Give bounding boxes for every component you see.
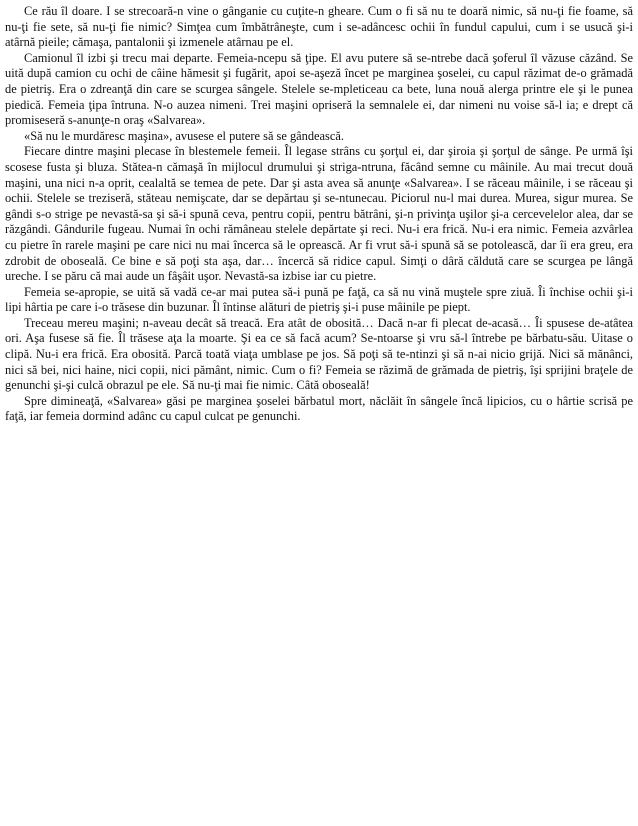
paragraph: Treceau mereu maşini; n-aveau decât să treacă. Era atât de obosită… Dacă n-ar fi plecat de-acasă… Îi spusese de-atâtea ori. Aşa fusese să fie. Îl trăsese aţa la moarte. Şi ea ce să facă acum? Se-ntoarse şi vru să-l întrebe pe bărbatu-său. Uitase o clipă. Nu-i era frică. Era obosită. Parcă toată viaţa umblase pe jos. Să poţi să te-ntinzi şi să n-ai nicio grijă. Nici să mănânci, nici să bei, nici haine, nici copii, nici pământ, nimic. Cum o fi? Femeia se răzimă de grămada de pietriş, îşi sprijini braţele de genunchi şi-şi culcă obrazul pe ele. Să nu-ţi mai fie nimic. Câtă oboseală! bbox=[5, 315, 633, 393]
paragraph: Camionul îl izbi şi trecu mai departe. Femeia-ncepu să ţipe. El avu putere să se-ntrebe dacă şoferul îl văzuse căzând. Se uită după camion cu ochi de câine hămesit şi fugărit, apoi se-aşeză încet pe marginea şoselei, cu capul răzimat de-o grămadă de pietriş. Era o zdreanţă din care se scurgea sângele. Stelele se-mpleticeau ca bete, luna nouă alerga printre ele şi le punea piedică. Femeia ţipa întruna. N-o auzea nimeni. Trei maşini opriseră la semnalele ei, dar nimeni nu voise să-l ia; e drept că promiseseră s-anunţe-n oraş «Salvarea». bbox=[5, 50, 633, 128]
paragraph: Spre dimineaţă, «Salvarea» găsi pe marginea şoselei bărbatul mort, năclăit în sângele încă lipicios, cu o hârtie scrisă pe faţă, iar femeia dormind adânc cu capul culcat pe genunchi. bbox=[5, 393, 633, 424]
paragraph: Fiecare dintre maşini plecase în blestemele femeii. Îl legase strâns cu şorţul ei, dar şiroia şi şorţul de sânge. Pe urmă îşi scosese fusta şi bluza. Stătea-n cămaşă în mijlocul drumului şi striga-ntruna, făcând semne cu mâinile. Au mai trecut două maşini, una nici n-a oprit, cealaltă se temea de pete. Dar şi asta avea să anunţe «Salvarea». I se răceau mâinile, i se răceau şi ochii. Stelele se treziseră, stăteau nemişcate, dar se depărtau şi se-ntunecau. Piciorul nu-l mai durea. Murea, sigur murea. Se gândi s-o strige pe nevastă-sa şi să-i spună ceva, pentru copii, pentru bătrâni, şi-n privinţa uşilor şi-a cercevelelor alea, dar se răzgândi. Gândurile fugeau. Numai în ochi rămâneau stelele depărtate şi reci. Nu-i era frică. Nu-i era nimic. Femeia azvârlea cu pietre în rarele maşini pe care nici nu mai încerca să le oprească. Ar fi vrut să-i spună să se potolească, dar îi era greu, era zdrobit de oboseală. Ce bine e să poţi sta aşa, dar… încercă să ridice capul. Simţi o dâră căldută care se scurgea pe lângă ureche. I se păru că mai aude un fâşâit uşor. Nevastă-sa izbise iar cu pietre. bbox=[5, 144, 633, 284]
paragraph: «Să nu le murdăresc maşina», avusese el putere să se gândească. bbox=[24, 128, 344, 143]
document-page bbox=[5, 4, 633, 425]
paragraph: Ce rău îl doare. I se strecoară-n vine o gânganie cu cuţite-n gheare. Cum o fi să nu te doară nimic, să nu-ţi fie foame, să nu-ţi fie sete, să nu-ţi fie nimic? Simţea cum îmbătrâneşte, cum i se-adâncesc ochii în fundul capului, cum i se usucă şi-i atârnă pieile; cămaşa, pantalonii şi izmenele atârnau pe el. bbox=[5, 4, 633, 50]
paragraph: Femeia se-apropie, se uită să vadă ce-ar mai putea să-i pună pe faţă, ca să nu vină muştele spre ziuă. Îi închise ochii şi-i lipi hârtia pe care i-o trăsese din buzunar. Îl întinse alături de pietriş şi-i puse mâinile pe piept. bbox=[5, 284, 633, 315]
